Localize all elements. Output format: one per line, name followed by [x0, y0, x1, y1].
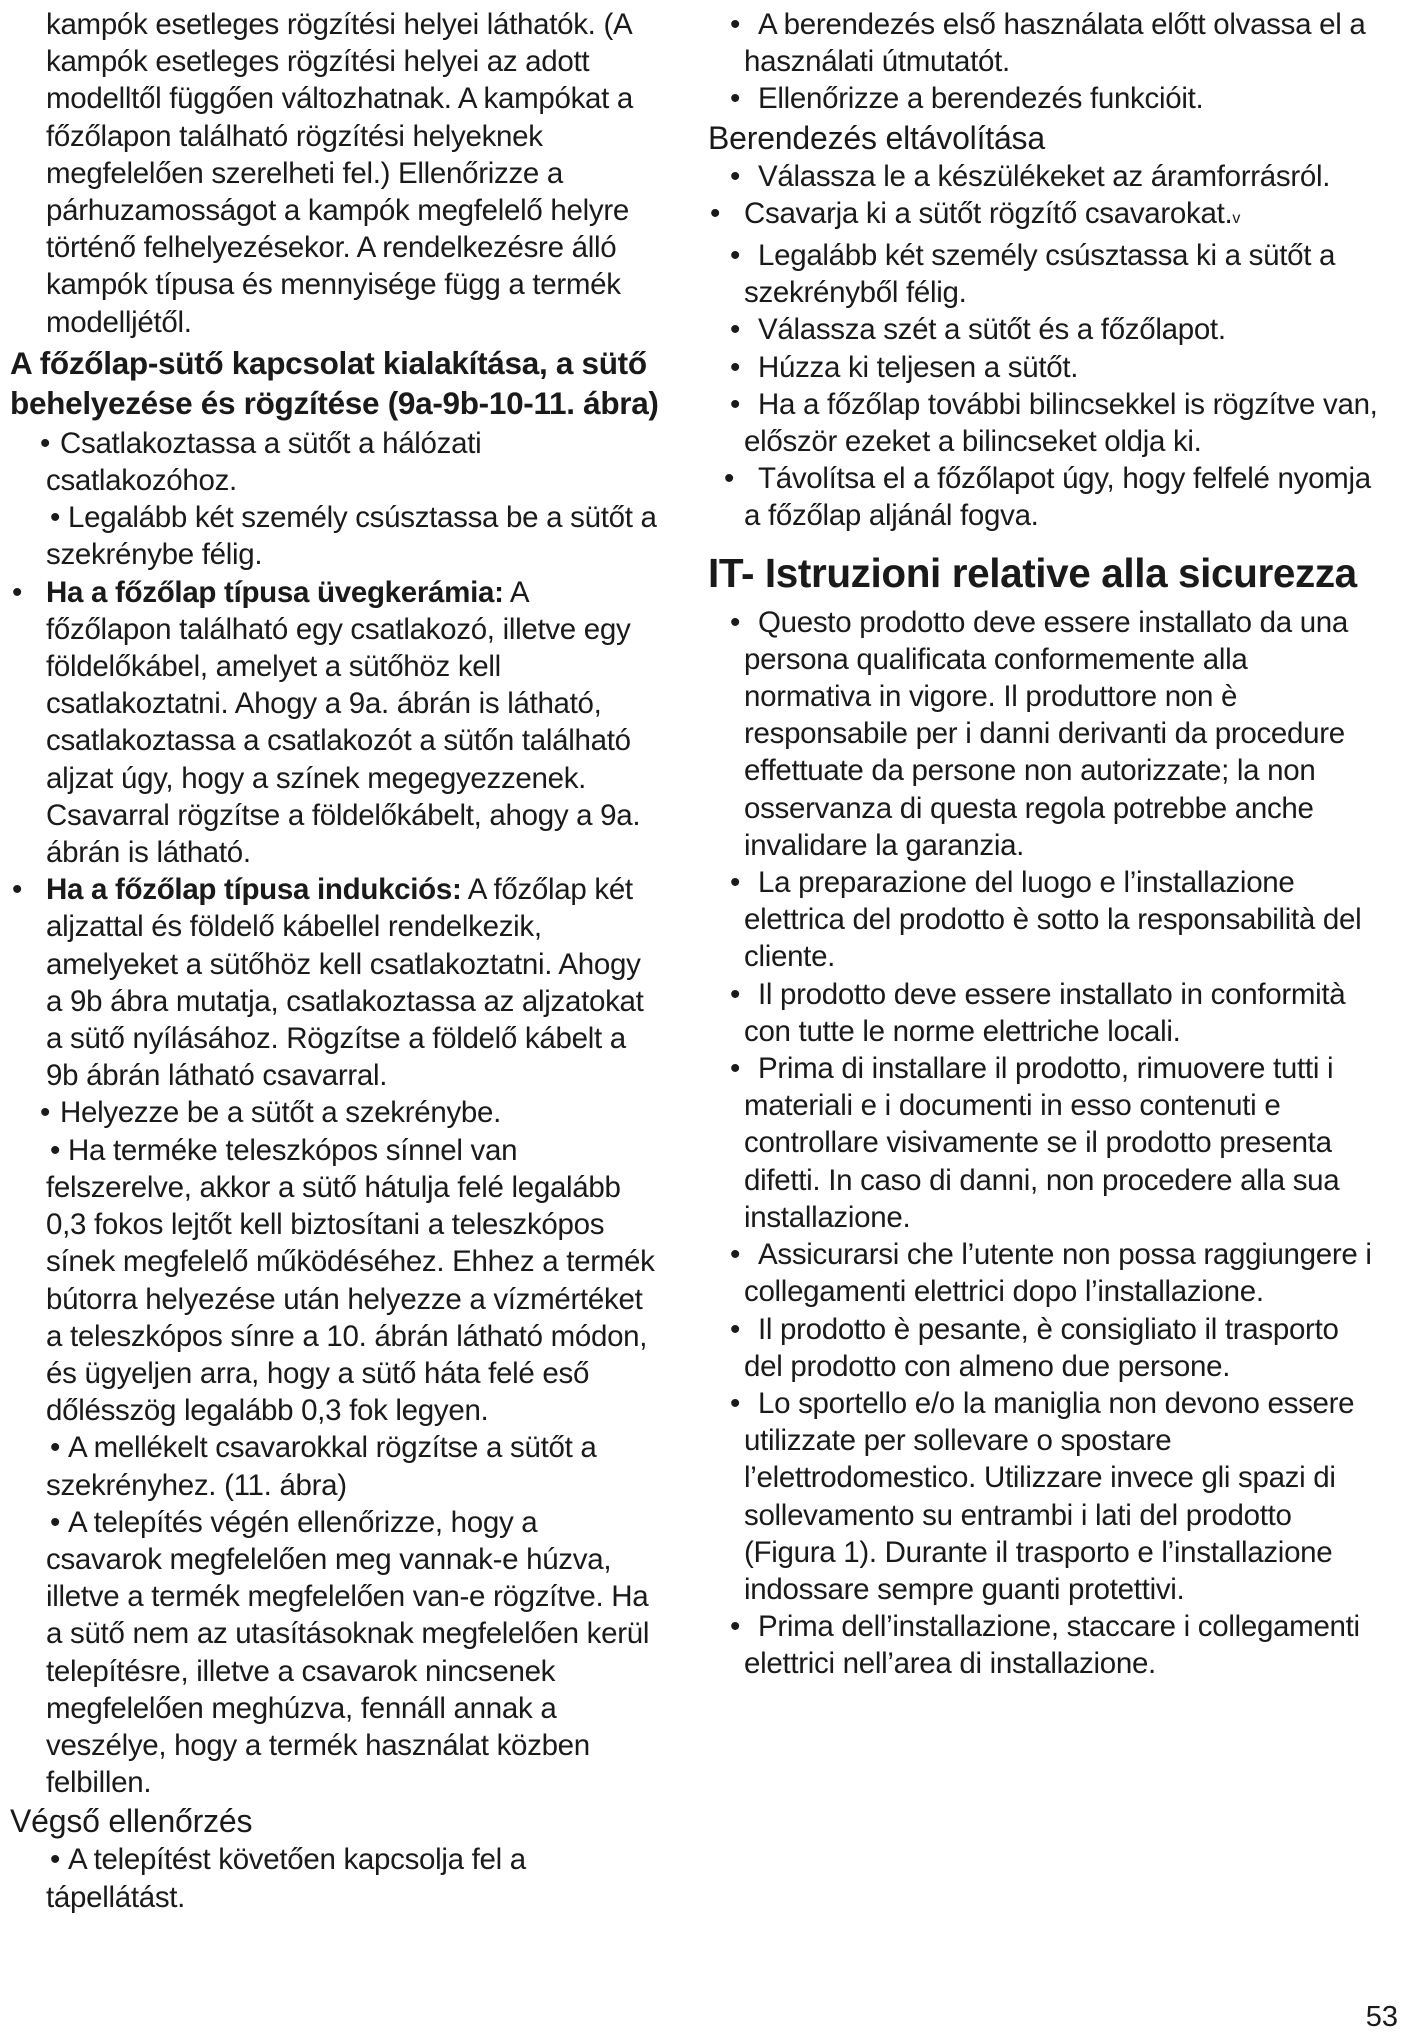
list-item	[708, 1050, 1380, 1236]
list-item-text: A telepítést követően kapcsolja fel a tápellátást.	[46, 1843, 526, 1914]
heading-removal: Berendezés eltávolítása	[708, 119, 1045, 156]
list-item-text: Prima dell’installazione, staccare i collegamenti elettrici nell’area di installazione.	[744, 1610, 1360, 1681]
list-item-text: La preparazione del luogo e l’installazione elettrica del prodotto è sotto la responsabilità del cliente.	[744, 866, 1362, 974]
list-item-text: Il prodotto è pesante, è consigliato il trasporto del prodotto con almeno due persone.	[744, 1312, 1339, 1383]
list-item-text: Assicurarsi che l’utente non possa raggiungere i collegamenti elettrici dopo l’installazione.	[744, 1238, 1372, 1309]
bullet: •	[710, 196, 721, 230]
bullet: •	[50, 1431, 61, 1465]
bullet: •	[50, 501, 61, 535]
list-item	[708, 864, 1380, 976]
list-item	[708, 1236, 1380, 1310]
bullet: •	[730, 313, 741, 347]
list-item-text: Távolítsa el a főzőlapot úgy, hogy felfelé nyomja a főzőlap aljánál fogva.	[744, 462, 1371, 533]
bullet: •	[40, 1096, 51, 1130]
intro-paragraph: kampók esetleges rögzítési helyei láthatók. (A kampók esetleges rögzítési helyei az adott modelltől függően változhatnak. A kampókat a főzőlapon található rögzítési helyeknek megfelelően szerelheti fel.) Ellenőrizze a párhuzamosságot a kampók megfelelő helyre történő felhelyezésekor. A rendelkezésre álló kampók típusa és mennyisége függ a termék modelljétől.	[46, 8, 634, 339]
bullet: •	[730, 8, 741, 41]
list-item-text: Legalább két személy csúsztassa ki a sütőt a szekrényből félig.	[744, 239, 1336, 310]
heading-final-check: Végső ellenőrzés	[10, 1803, 253, 1840]
list-item-text: A mellékelt csavarokkal rögzítse a sütőt a szekrényhez. (11. ábra)	[46, 1431, 597, 1502]
list-item-text: Válassza le a készülékeket az áramforrásról.	[758, 159, 1331, 193]
list-item	[708, 1311, 1380, 1385]
list-item-text	[744, 195, 1380, 237]
list-item	[708, 1608, 1380, 1682]
bullet: •	[50, 1505, 61, 1539]
list-item-text: A berendezés első használata előtt olvassa el a használati útmutatót.	[744, 8, 1366, 79]
list-item-lead: Ha a főzőlap típusa indukciós:	[46, 873, 462, 907]
list-item-text: Legalább két személy csúsztassa be a sütőt a szekrénybe félig.	[46, 501, 657, 572]
list-item	[10, 1429, 660, 1503]
list-item	[10, 871, 660, 1094]
bullet: •	[730, 1386, 741, 1420]
bullet: •	[730, 159, 741, 193]
bullet: •	[730, 1238, 741, 1272]
list-item-text	[46, 871, 660, 1094]
list-item-main: Csavarja ki a sütőt rögzítő csavarokat.	[744, 196, 1233, 230]
list-item	[708, 460, 1380, 534]
bullet: •	[730, 239, 741, 273]
page-number: 53	[1365, 2001, 1398, 2033]
heading-it-safety: IT- Istruzioni relative alla sicurezza	[708, 549, 1357, 596]
list-item-text: Lo sportello e/o la maniglia non devono essere utilizzate per sollevare o spostare l’elettrodomestico. Utilizzare invece gli spazi di sollevamento su entrambi i lati del prodotto (Figura 1). Durante il trasporto e l’installazione indossare sempre guanti protettivi.	[744, 1386, 1355, 1606]
list-item-text: Húzza ki teljesen a sütőt.	[758, 350, 1079, 384]
right-column	[708, 6, 1380, 1683]
list-item-text: Ha terméke teleszkópos sínnel van felszerelve, akkor a sütő hátulja felé legalább 0,3 fokos lejtőt kell biztosítani a teleszkópos sínek megfelelő működéséhez. Ehhez a termék bútorra helyezése után helyezze a vízmértéket a teleszkópos sínre a 10. ábrán látható módon, és ügyeljen arra, hogy a sütő háta felé eső dőlésszög legalább 0,3 fok legyen.	[46, 1133, 655, 1428]
list-item-suffix: v	[1232, 209, 1241, 227]
bullet: •	[730, 387, 741, 421]
list-item	[708, 6, 1380, 80]
list-item	[10, 1132, 660, 1430]
bullet: •	[50, 1133, 61, 1167]
list-item-text: Questo prodotto deve essere installato da una persona qualificata conformemente alla normativa in vigore. Il produttore non è responsabile per i danni derivanti da procedure effettuate da persone non autorizzate; la non osservanza di questa regola potrebbe anche invalidare la garanzia.	[744, 605, 1349, 862]
bullet: •	[730, 350, 741, 384]
bullet: •	[724, 462, 735, 496]
list-item	[708, 349, 1380, 386]
bullet: •	[730, 866, 741, 900]
list-item-text: Csatlakoztassa a sütőt a hálózati csatlakozóhoz.	[46, 426, 482, 498]
list-item	[708, 80, 1380, 117]
bullet: •	[730, 1052, 741, 1086]
bullet: •	[730, 82, 741, 116]
list-item-text: A telepítés végén ellenőrizze, hogy a csavarok megfelelően meg vannak-e húzva, illetve a termék megfelelően van-e rögzítve. Ha a sütő nem az utasításoknak megfelelően kerül telepítésre, illetve a csavarok nincsenek megfelelően meghúzva, fennáll annak a veszélye, hogy a termék használat közben felbillen.	[46, 1505, 650, 1800]
list-item	[708, 311, 1380, 348]
bullet: •	[12, 575, 23, 609]
list-item-text: Ellenőrizze a berendezés funkcióit.	[758, 82, 1204, 116]
list-item	[708, 158, 1380, 195]
bullet: •	[730, 977, 741, 1011]
list-item	[10, 1094, 660, 1131]
list-item	[708, 604, 1380, 864]
list-item-rest: A főzőlap két aljzattal és földelő kábellel rendelkezik, amelyeket a sütőhöz kell csatlakoztatni. Ahogy a 9b ábra mutatja, csatlakoztassa az aljzatokat a sütő nyílásához. Rögzítse a földelő kábelt a 9b ábrán látható csavarral.	[46, 873, 644, 1093]
list-item-text: Válassza szét a sütőt és a főzőlapot.	[758, 313, 1226, 347]
list-item	[708, 976, 1380, 1050]
list-item	[708, 1385, 1380, 1608]
bullet: •	[12, 873, 23, 907]
list-item-text: Ha a főzőlap további bilincsekkel is rögzítve van, először ezeket a bilincseket oldja ki.	[744, 387, 1378, 459]
list-item	[10, 1841, 660, 1915]
list-item-rest: A főzőlapon található egy csatlakozó, illetve egy földelőkábel, amelyet a sütőhöz kell csatlakoztatni. Ahogy a 9a. ábrán is látható, csatlakoztassa a csatlakozót a sütőn található aljzat úgy, hogy a színek megegyezzenek. Csavarral rögzítse a földelőkábelt, ahogy a 9a. ábrán is látható.	[46, 575, 641, 870]
list-item-lead: Ha a főzőlap típusa üvegkerámia:	[46, 575, 504, 609]
list-item-text	[46, 574, 660, 872]
list-item	[10, 499, 660, 573]
list-item-text: Il prodotto deve essere installato in conformità con tutte le norme elettriche locali.	[744, 977, 1346, 1048]
list-item	[708, 195, 1380, 237]
left-column	[10, 6, 660, 1916]
list-item	[10, 1504, 660, 1802]
list-item	[10, 425, 660, 499]
list-item	[708, 237, 1380, 311]
list-item	[708, 386, 1380, 460]
list-item	[10, 574, 660, 872]
list-item-text: Helyezze be a sütőt a szekrénybe.	[60, 1096, 502, 1130]
bullet: •	[730, 1610, 741, 1644]
bullet: •	[730, 1312, 741, 1346]
bullet: •	[40, 426, 51, 460]
list-item-text: Prima di installare il prodotto, rimuovere tutti i materiali e i documenti in esso contenuti e controllare visivamente se il prodotto presenta difetti. In caso di danni, non procedere alla sua installazione.	[744, 1052, 1340, 1234]
bullet: •	[730, 605, 741, 639]
heading-hob-oven-connection: A főzőlap-sütő kapcsolat kialakítása, a sütő behelyezése és rögzítése (9a-9b-10-11. ábra)	[10, 344, 659, 421]
bullet: •	[50, 1843, 61, 1877]
